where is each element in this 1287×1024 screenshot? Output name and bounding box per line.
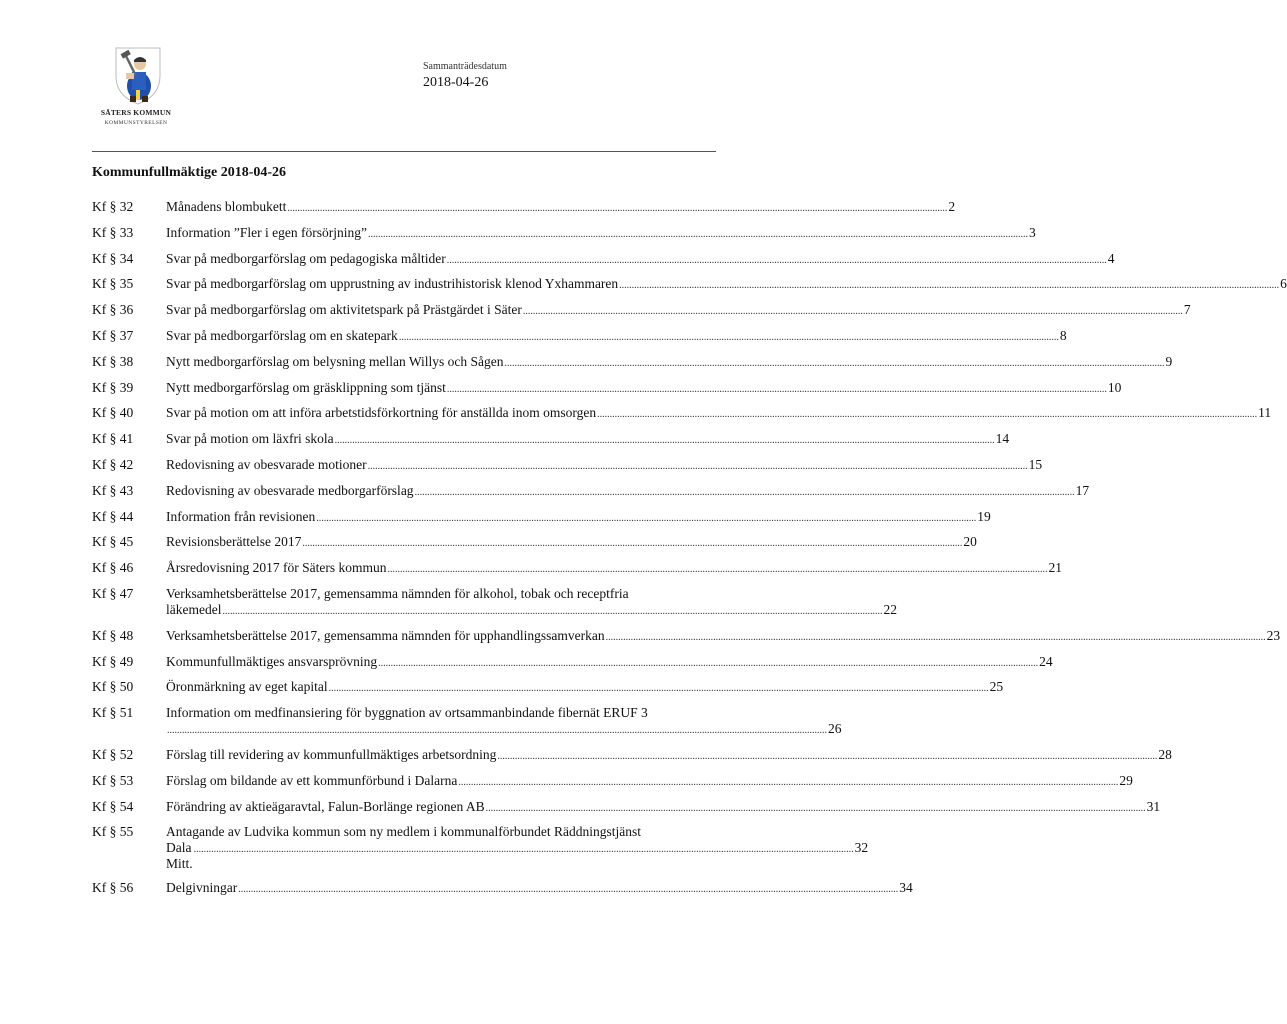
toc-page-number: 10 xyxy=(1107,379,1122,395)
toc-entry-title: Information från revisionen xyxy=(166,508,316,524)
toc-row xyxy=(92,534,977,552)
toc-row xyxy=(92,302,1191,320)
toc-dot-leader xyxy=(167,721,827,739)
toc-row xyxy=(92,431,1010,449)
toc-paragraph-number: Kf § 48 xyxy=(92,627,134,643)
table-of-contents xyxy=(92,199,1287,906)
toc-entry-continuation xyxy=(166,840,868,872)
toc-paragraph-number: Kf § 55 xyxy=(92,824,134,840)
toc-row xyxy=(92,224,1036,243)
toc-paragraph-number: Kf § 47 xyxy=(92,585,134,601)
toc-entry-continuation xyxy=(166,721,842,739)
toc-page-number: 7 xyxy=(1183,302,1191,318)
toc-paragraph-number: Kf § 40 xyxy=(92,405,134,421)
header-divider xyxy=(92,151,716,152)
toc-paragraph-number: Kf § 54 xyxy=(92,798,134,814)
toc-entry-title-line2: läkemedel xyxy=(166,601,222,617)
toc-page-number: 14 xyxy=(995,431,1010,447)
toc-page-number: 29 xyxy=(1119,772,1133,788)
toc-entry-title: Förslag om bildande av ett kommunförbund i Dalarna xyxy=(166,772,458,788)
toc-page-number: 24 xyxy=(1039,653,1053,669)
toc-entry-title: Månadens blombukett xyxy=(166,199,287,214)
toc-dot-leader xyxy=(378,654,1038,672)
toc-dot-leader xyxy=(368,225,1028,243)
toc-row xyxy=(92,824,869,872)
toc-page-number: 8 xyxy=(1059,327,1067,343)
toc-dot-leader xyxy=(399,328,1059,346)
toc-dot-leader xyxy=(335,431,995,449)
toc-dot-leader xyxy=(486,799,1146,817)
toc-row xyxy=(92,746,1172,765)
toc-row xyxy=(92,772,1133,791)
toc-paragraph-number: Kf § 53 xyxy=(92,772,134,788)
toc-row xyxy=(92,705,842,739)
toc-row xyxy=(92,276,1287,294)
toc-entry-title: Svar på motion om läxfri skola xyxy=(166,431,334,447)
toc-entry-title: Förslag till revidering av kommunfullmäktiges arbetsordning xyxy=(166,746,497,762)
toc-page-number: 32 xyxy=(854,840,869,856)
meeting-date-label: Sammanträdesdatum xyxy=(423,61,507,72)
toc-entry-title: Förändring av aktieägaravtal, Falun-Borlänge regionen AB xyxy=(166,798,485,814)
toc-row xyxy=(92,456,1043,475)
toc-dot-leader xyxy=(316,509,976,527)
toc-dot-leader xyxy=(387,560,1047,578)
toc-dot-leader xyxy=(523,302,1183,320)
toc-paragraph-number: Kf § 43 xyxy=(92,482,134,498)
toc-page-number: 34 xyxy=(899,880,913,896)
toc-row xyxy=(92,250,1115,269)
toc-paragraph-number: Kf § 56 xyxy=(92,880,134,896)
toc-paragraph-number: Kf § 44 xyxy=(92,508,134,524)
toc-dot-leader xyxy=(194,840,854,858)
toc-entry-title: Kommunfullmäktiges ansvarsprövning xyxy=(166,653,378,669)
toc-page-number: 25 xyxy=(989,679,1004,695)
toc-paragraph-number: Kf § 33 xyxy=(92,224,134,240)
toc-entry-title: Nytt medborgarförslag om gräsklippning som tjänst xyxy=(166,379,446,395)
toc-page-number: 6 xyxy=(1280,276,1287,292)
toc-dot-leader xyxy=(458,773,1118,791)
toc-row xyxy=(92,482,1090,501)
toc-dot-leader xyxy=(447,251,1107,269)
toc-page-number: 19 xyxy=(977,508,991,524)
toc-entry-title: Information om medfinansiering för byggnation av ortsammanbindande fibernät ERUF 3 xyxy=(166,705,648,721)
toc-row xyxy=(92,798,1161,817)
toc-row xyxy=(92,379,1122,398)
toc-entry-title: Öronmärkning av eget kapital xyxy=(166,679,328,695)
saters-kommun-coat-of-arms-icon xyxy=(112,46,164,106)
toc-dot-leader xyxy=(505,354,1165,372)
toc-dot-leader xyxy=(415,483,1075,501)
document-heading: Kommunfullmäktige 2018-04-26 xyxy=(92,165,287,180)
toc-paragraph-number: Kf § 37 xyxy=(92,327,134,343)
toc-page-number: 17 xyxy=(1075,482,1090,498)
toc-row xyxy=(92,327,1067,346)
toc-page-number: 3 xyxy=(1028,224,1036,240)
toc-entry-title: Antagande av Ludvika kommun som ny medlem i kommunalförbundet Räddningstjänst xyxy=(166,824,642,840)
toc-row xyxy=(92,679,1004,697)
toc-row xyxy=(92,353,1173,372)
toc-paragraph-number: Kf § 41 xyxy=(92,431,134,447)
toc-page-number: 21 xyxy=(1048,560,1062,576)
toc-entry-title: Verksamhetsberättelse 2017, gemensamma nämnden för upphandlingssamverkan xyxy=(166,627,605,643)
toc-paragraph-number: Kf § 38 xyxy=(92,353,134,369)
toc-row xyxy=(92,508,991,527)
toc-entry-title-line2: Dala Mitt. xyxy=(166,840,193,872)
toc-dot-leader xyxy=(447,380,1107,398)
toc-entry-title: Redovisning av obesvarade medborgarförslag xyxy=(166,482,414,498)
toc-entry-title: Delgivningar xyxy=(166,880,238,896)
toc-paragraph-number: Kf § 32 xyxy=(92,199,134,214)
toc-paragraph-number: Kf § 35 xyxy=(92,276,134,292)
toc-page-number: 4 xyxy=(1107,250,1115,266)
toc-entry-title: Svar på medborgarförslag om aktivitetspark på Prästgärdet i Säter xyxy=(166,302,522,318)
toc-paragraph-number: Kf § 34 xyxy=(92,250,134,266)
toc-paragraph-number: Kf § 45 xyxy=(92,534,134,550)
toc-page-number: 23 xyxy=(1266,627,1281,643)
toc-entry-title: Revisionsberättelse 2017 xyxy=(166,534,302,550)
toc-dot-leader xyxy=(222,602,882,620)
toc-page-number: 9 xyxy=(1165,353,1173,369)
toc-page-number: 22 xyxy=(883,601,897,617)
toc-paragraph-number: Kf § 51 xyxy=(92,705,134,721)
toc-page-number: 28 xyxy=(1158,746,1172,762)
toc-entry-title: Svar på motion om att införa arbetstidsförkortning för anställda inom omsorgen xyxy=(166,405,597,421)
toc-dot-leader xyxy=(368,457,1028,475)
organization-name: SÄTERS KOMMUN xyxy=(100,108,172,117)
toc-entry-title: Verksamhetsberättelse 2017, gemensamma nämnden för alkohol, tobak och receptfria xyxy=(166,585,629,601)
toc-paragraph-number: Kf § 50 xyxy=(92,679,134,695)
toc-dot-leader xyxy=(287,199,947,217)
toc-dot-leader xyxy=(329,679,989,697)
toc-row xyxy=(92,405,1272,423)
toc-row xyxy=(92,627,1281,646)
toc-paragraph-number: Kf § 39 xyxy=(92,379,134,395)
toc-page-number: 31 xyxy=(1146,798,1161,814)
toc-paragraph-number: Kf § 36 xyxy=(92,302,134,318)
toc-paragraph-number: Kf § 49 xyxy=(92,653,134,669)
toc-paragraph-number: Kf § 52 xyxy=(92,746,134,762)
toc-row xyxy=(92,653,1053,672)
toc-paragraph-number: Kf § 46 xyxy=(92,560,134,576)
toc-dot-leader xyxy=(238,880,898,898)
toc-page-number: 15 xyxy=(1028,456,1043,472)
toc-dot-leader xyxy=(619,276,1279,294)
toc-page-number: 11 xyxy=(1258,405,1272,421)
toc-dot-leader xyxy=(302,534,962,552)
toc-entry-title: Svar på medborgarförslag om en skatepark xyxy=(166,327,398,343)
meeting-date-value: 2018-04-26 xyxy=(423,75,489,90)
toc-entry-title: Svar på medborgarförslag om upprustning av industrihistorisk klenod Yxhammaren xyxy=(166,276,619,292)
toc-entry-title: Årsredovisning 2017 för Säters kommun xyxy=(166,560,387,576)
toc-page-number: 2 xyxy=(948,199,956,214)
toc-dot-leader xyxy=(606,628,1266,646)
toc-entry-title: Redovisning av obesvarade motioner xyxy=(166,456,367,472)
toc-entry-title: Nytt medborgarförslag om belysning mellan Willys och Sågen xyxy=(166,353,504,369)
toc-dot-leader xyxy=(597,405,1257,423)
toc-paragraph-number: Kf § 42 xyxy=(92,456,134,472)
toc-page-number: 26 xyxy=(828,721,842,737)
toc-row xyxy=(92,585,897,620)
toc-dot-leader xyxy=(497,747,1157,765)
department-name: KOMMUNSTYRELSEN xyxy=(104,120,168,126)
toc-row xyxy=(92,560,1062,578)
toc-page-number: 20 xyxy=(963,534,977,550)
toc-entry-title: Information ”Fler i egen försörjning” xyxy=(166,224,367,240)
toc-entry-continuation xyxy=(166,602,897,620)
toc-row xyxy=(92,199,956,217)
toc-entry-title: Svar på medborgarförslag om pedagogiska måltider xyxy=(166,250,446,266)
toc-row xyxy=(92,880,913,898)
